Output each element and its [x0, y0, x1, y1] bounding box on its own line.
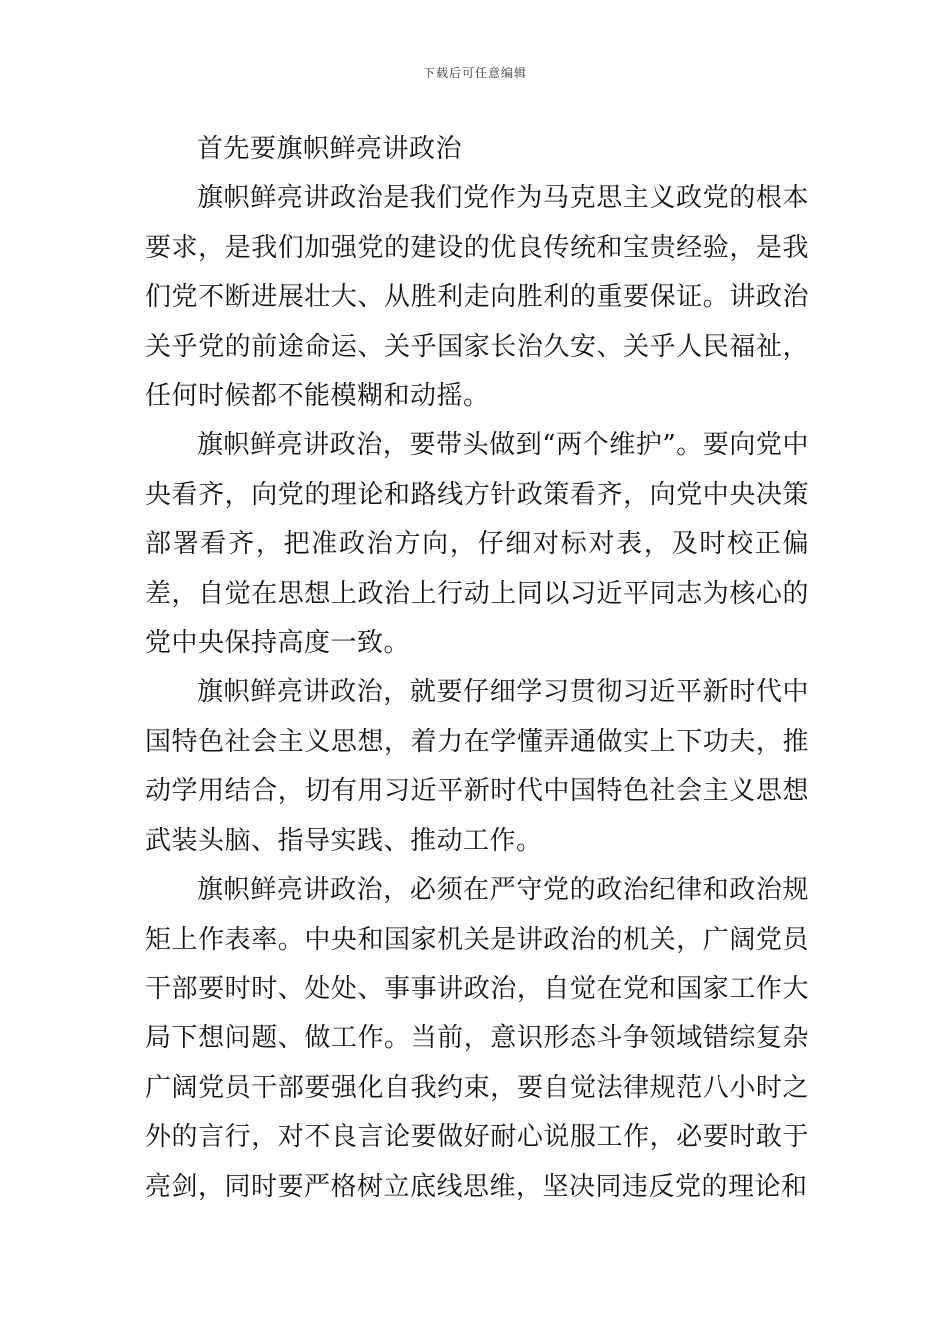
paragraph-1: 旗帜鲜亮讲政治是我们党作为马克思主义政党的根本要求，是我们加强党的建设的优良传统和宝贵经验，是我们党不断进展壮大、从胜利走向胜利的重要保证。讲政治关乎党的前途命运、关乎国家长治久安、关乎人民福祉，任何时候都不能模糊和动摇。 [145, 183, 809, 412]
paragraph-4: 旗帜鲜亮讲政治，必须在严守党的政治纪律和政治规矩上作表率。中央和国家机关是讲政治的机关，广阔党员干部要时时、处处、事事讲政治，自觉在党和国家工作大局下想问题、做工作。当前，意识形态斗争领域错综复杂广阔党员干部要强化自我约束，要自觉法律规范八小时之外的言行，对不良言论要做好耐心说服工作，必要时敢于亮剑，同时要严格树立底线思维，坚决同违反党的理论和 [145, 875, 809, 1202]
paragraph-2: 旗帜鲜亮讲政治，要带头做到“两个维护”。要向党中央看齐，向党的理论和路线方针政策看齐，向党中央决策部署看齐，把准政治方向，仔细对标对表，及时校正偏差，自觉在思想上政治上行动上同以习近平同志为核心的党中央保持高度一致。 [145, 430, 809, 659]
document-body [145, 125, 809, 1212]
paragraph-3: 旗帜鲜亮讲政治，就要仔细学习贯彻习近平新时代中国特色社会主义思想，着力在学懂弄通做实上下功夫，推动学用结合，切有用习近平新时代中国特色社会主义思想武装头脑、指导实践、推动工作。 [145, 677, 809, 856]
section-heading: 首先要旗帜鲜亮讲政治 [197, 134, 463, 164]
header-note: 下载后可任意编辑 [422, 66, 527, 80]
